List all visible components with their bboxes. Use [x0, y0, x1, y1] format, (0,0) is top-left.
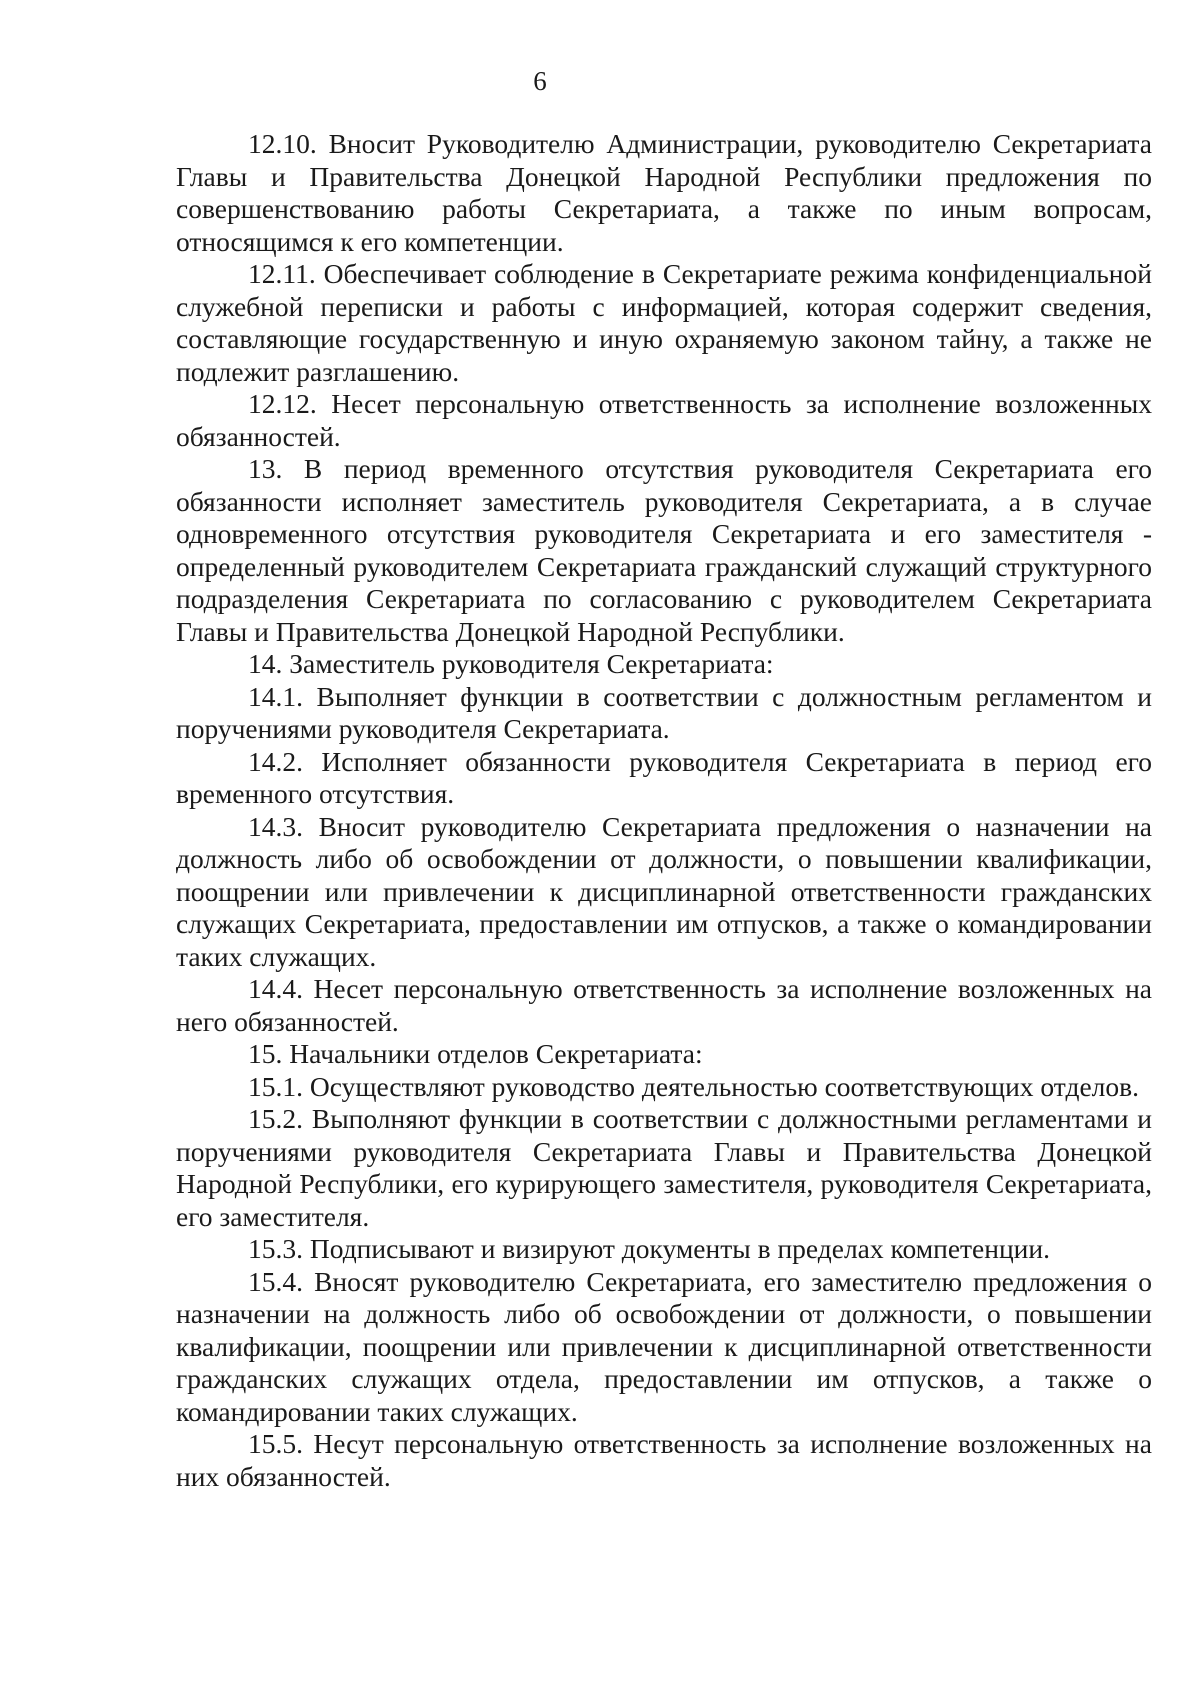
paragraph-14: 14. Заместитель руководителя Секретариата:: [248, 648, 774, 679]
paragraph-15-2: 15.2. Выполняют функции в соответствии с должностными регламентами и поручениями руководителя Секретариата Главы и Правительства Донецкой Народной Республики, его курирующего заместителя, руководителя Секретариата, его заместителя.: [176, 1103, 1152, 1232]
paragraph-15-5: 15.5. Несут персональную ответственность за исполнение возложенных на них обязанностей.: [176, 1428, 1152, 1492]
paragraph-14-1: 14.1. Выполняет функции в соответствии с должностным регламентом и поручениями руководителя Секретариата.: [176, 680, 1152, 744]
paragraph-14-2: 14.2. Исполняет обязанности руководителя Секретариата в период его временного отсутствия.: [176, 745, 1152, 809]
paragraph-15-3: 15.3. Подписывают и визируют документы в пределах компетенции.: [248, 1233, 1050, 1264]
paragraph-12-10: 12.10. Вносит Руководителю Администрации, руководителю Секретариата Главы и Правительства Донецкой Народной Республики предложения по совершенствованию работы Секретариата, а также по иным вопросам, относящимся к его компетенции.: [176, 128, 1152, 257]
page-number: 6: [533, 66, 547, 96]
paragraph-14-3: 14.3. Вносит руководителю Секретариата предложения о назначении на должность либо об освобождении от должности, о повышении квалификации, поощрении или привлечении к дисциплинарной ответственности гражданских служащих Секретариата, предоставлении им отпусков, а также о командировании таких служащих.: [176, 810, 1152, 972]
document-body: [176, 128, 1152, 1493]
paragraph-14-4: 14.4. Несет персональную ответственность за исполнение возложенных на него обязанностей.: [176, 973, 1152, 1037]
paragraph-15-1: 15.1. Осуществляют руководство деятельностью соответствующих отделов.: [248, 1070, 1139, 1102]
paragraph-13: 13. В период временного отсутствия руководителя Секретариата его обязанности исполняет заместитель руководителя Секретариата, а в случае одновременного отсутствия руководителя Секретариата и его заместителя - определенный руководителем Секретариата гражданский служащий структурного подразделения Секретариата по согласованию с руководителем Секретариата Главы и Правительства Донецкой Народной Республики.: [176, 453, 1152, 647]
paragraph-15-4: 15.4. Вносят руководителю Секретариата, его заместителю предложения о назначении на должность либо об освобождении от должности, о повышении квалификации, поощрении или привлечении к дисциплинарной ответственности гражданских служащих отдела, предоставлении им отпусков, а также о командировании таких служащих.: [176, 1265, 1152, 1427]
paragraph-12-12: 12.12. Несет персональную ответственность за исполнение возложенных обязанностей.: [176, 388, 1152, 452]
paragraph-12-11: 12.11. Обеспечивает соблюдение в Секретариате режима конфиденциальной служебной переписки и работы с информацией, которая содержит сведения, составляющие государственную и иную охраняемую законом тайну, а также не подлежит разглашению.: [176, 258, 1152, 387]
paragraph-15: 15. Начальники отделов Секретариата:: [248, 1038, 703, 1069]
